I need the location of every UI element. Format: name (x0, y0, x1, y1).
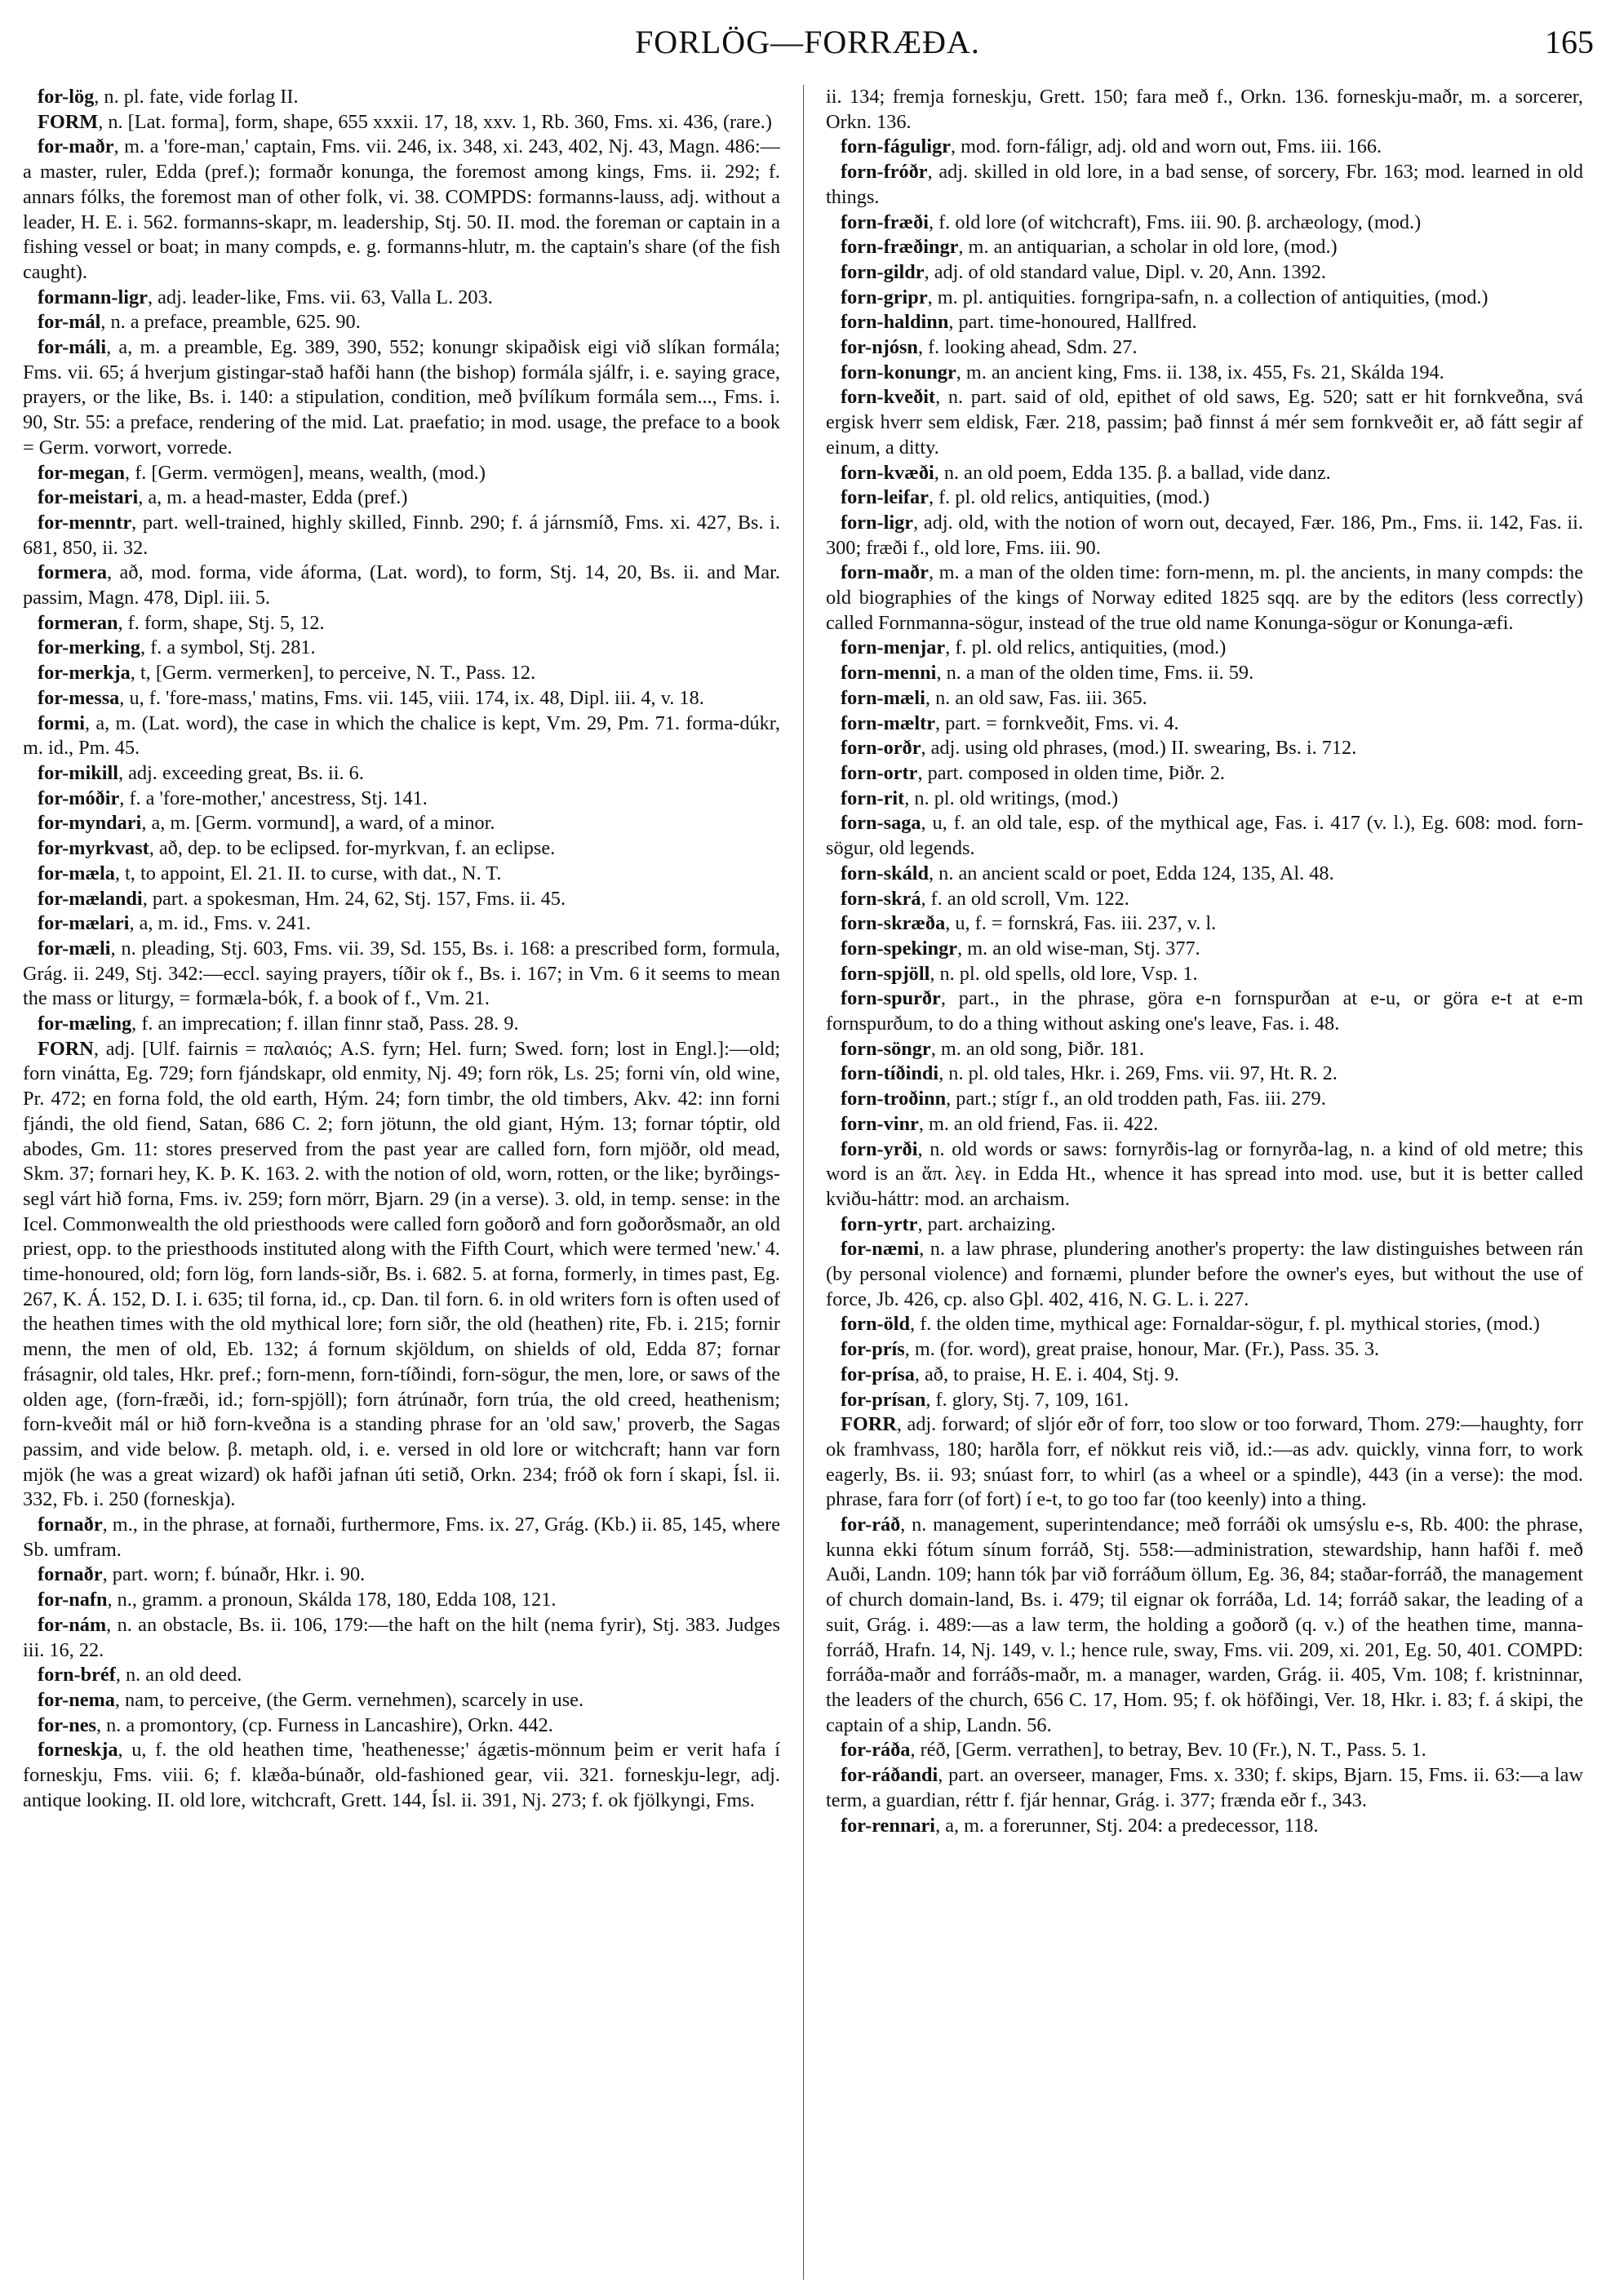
headword: for-nafn (38, 1589, 108, 1611)
dictionary-entry (826, 1087, 1583, 1112)
entry-text: , n. an ancient scald or poet, Edda 124, 135, Al. 48. (929, 862, 1334, 884)
entry-text: , f. an imprecation; f. illan finnr stað, Pass. 28. 9. (131, 1013, 519, 1035)
headword: for-merkja (38, 662, 131, 685)
entry-text: , f. an old scroll, Vm. 122. (921, 887, 1129, 910)
headword: for-mælandi (38, 887, 143, 910)
entry-text: , n. an old deed. (115, 1664, 242, 1687)
headword: forneskja (38, 1739, 118, 1762)
dictionary-entry (23, 1613, 780, 1663)
headword: formann-ligr (38, 286, 148, 308)
headword: for-prís (841, 1338, 905, 1361)
entry-text: , part. archaizing. (917, 1212, 1056, 1235)
dictionary-entry (23, 661, 780, 686)
dictionary-entry (23, 561, 780, 610)
dictionary-entry (826, 1363, 1583, 1388)
dictionary-entry (23, 911, 780, 937)
entry-text: , n. a preface, preamble, 625. 90. (100, 311, 361, 334)
entry-text: , m. an old wise-man, Stj. 377. (957, 937, 1200, 960)
dictionary-entry (826, 986, 1583, 1036)
headword: forn-konungr (841, 361, 956, 383)
dictionary-entry (23, 862, 780, 887)
dictionary-entry (23, 836, 780, 862)
headword: forn-gripr (841, 286, 928, 308)
running-header: FORLÖG—FORRÆÐA. (635, 24, 980, 60)
entry-text: , að, dep. to be eclipsed. for-myrkvan, f. an eclipse. (149, 837, 556, 860)
entry-text: , f. the olden time, mythical age: Fornaldar-sögur, f. pl. mythical stories, (mod.) (910, 1313, 1540, 1336)
headword: for-njósn (841, 336, 918, 359)
headword: forn-spekingr (841, 937, 958, 960)
headword: for-ráð (841, 1514, 901, 1536)
headword: FORN (38, 1037, 94, 1060)
headword: forn-ligr (841, 511, 914, 534)
entry-text: , f. glory, Stj. 7, 109, 161. (925, 1388, 1129, 1411)
dictionary-entry (23, 1562, 780, 1588)
dictionary-entry (826, 511, 1583, 561)
headword: forn-maðr (841, 561, 929, 584)
entry-text: , nam, to perceive, (the Germ. vernehmen), scarcely in use. (114, 1689, 584, 1711)
dictionary-entry (826, 135, 1583, 160)
headword: for-mæling (38, 1013, 132, 1035)
entry-text: , part. well-trained, highly skilled, Finnb. 290; f. á járnsmíð, Fms. xi. 427, Bs. i. 681, 850, ii. 32. (23, 511, 780, 559)
headword: forn-yrtr (841, 1212, 918, 1235)
headword: fornaðr (38, 1563, 103, 1586)
entry-text: , m. (for. word), great praise, honour, Mar. (Fr.), Pass. 35. 3. (904, 1338, 1380, 1361)
headword: for-prísa (841, 1363, 915, 1385)
entry-text: , f. old lore (of witchcraft), Fms. iii. 90. β. archæology, (mod.) (928, 211, 1422, 233)
entry-text: , part.; stígr f., an old trodden path, Fas. iii. 279. (946, 1088, 1326, 1110)
entry-text: , n. an old poem, Edda 135. β. a ballad, vide danz. (934, 461, 1331, 484)
entry-text: , n. a man of the olden time, Fms. ii. 59. (936, 662, 1254, 685)
headword: forn-menjar (841, 636, 946, 659)
entry-text: , að, to praise, H. E. i. 404, Stj. 9. (914, 1363, 1179, 1385)
headword: fornaðr (38, 1514, 103, 1536)
dictionary-entry (826, 911, 1583, 937)
dictionary-entry (826, 1112, 1583, 1137)
entry-text: , adj. leader-like, Fms. vii. 63, Valla L. 203. (147, 286, 493, 308)
entry-text: , u, f. an old tale, esp. of the mythical age, Fas. i. 417 (v. l.), Eg. 608: mod. forn-sögur, old legends. (826, 812, 1583, 860)
headword: for-merking (38, 636, 140, 659)
dictionary-entry (826, 361, 1583, 386)
dictionary-entry (23, 110, 780, 135)
entry-text: , m. an antiquarian, a scholar in old lore, (mod.) (958, 236, 1338, 259)
dictionary-entry (826, 1212, 1583, 1238)
dictionary-entry (826, 887, 1583, 912)
dictionary-entry (23, 1688, 780, 1713)
entry-text: , n. a promontory, (cp. Furness in Lancashire), Orkn. 442. (95, 1713, 553, 1736)
dictionary-entry (826, 485, 1583, 511)
entry-text: , n. pl. fate, vide forlag II. (94, 86, 299, 108)
headword: forn-söngr (841, 1037, 931, 1060)
dictionary-entry (826, 811, 1583, 861)
entry-text: , t, [Germ. vermerken], to perceive, N. T., Pass. 12. (130, 662, 536, 685)
headword: for-myrkvast (38, 837, 149, 860)
entry-text: , a, m. a preamble, Eg. 389, 390, 552; konungr skipaðisk eigi við slíkan formála; Fms. vii. 65; á hverjum gistingar-stað hafði hann (the bishop) formála sjálfr, i. e. saying grace, prayers, or the like, Bs. i. 140: a stipulation, condition, með þvílíkum formála sem..., Fms. i. 90, Str. 55: a preface, rendering of the mid. Lat. praefatio; in mod. usage, the preface to a book = Germ. vorwort, vorrede. (23, 336, 780, 459)
dictionary-entry (23, 887, 780, 912)
entry-text: , f. [Germ. vermögen], means, wealth, (mod.) (125, 461, 486, 484)
headword: forn-gildr (841, 260, 925, 283)
dictionary-entry (826, 661, 1583, 686)
headword: forn-spurðr (841, 987, 941, 1010)
headword: for-mæla (38, 862, 115, 884)
headword: for-meistari (38, 486, 139, 509)
entry-text: , n. an old saw, Fas. iii. 365. (925, 686, 1147, 709)
dictionary-entry (23, 1513, 780, 1562)
entry-text: , m. a man of the olden time: forn-menn, m. pl. the ancients, in many compds: the old biographies of the kings of Norway edited 1825 sqq. are by the editors (less correctly) called Fornmanna-sögur, instead of the true old name Konunga-sögur or Konunga-æfi. (826, 561, 1583, 634)
dictionary-entry (826, 85, 1583, 135)
entry-text: , m. pl. antiquities. forngripa-safn, n. a collection of antiquities, (mod.) (927, 286, 1489, 308)
dictionary-entry (23, 485, 780, 511)
entry-text: , adj. of old standard value, Dipl. v. 20, Ann. 1392. (924, 260, 1326, 283)
dictionary-entry (23, 1012, 780, 1037)
headword: for-móðir (38, 787, 120, 809)
entry-text: , f. pl. old relics, antiquities, (mod.) (945, 636, 1227, 659)
dictionary-entry (23, 711, 780, 761)
headword: forn-bréf (38, 1664, 116, 1687)
dictionary-entry (826, 787, 1583, 812)
entry-text: , part., in the phrase, göra e-n fornspurðan at e-u, or göra e-t at e-m fornspurðum, to do a thing without asking one's leave, Fas. i. 48. (826, 987, 1583, 1035)
headword: forn-haldinn (841, 311, 949, 334)
headword: for-ráðandi (841, 1764, 938, 1787)
entry-text: , n. pl. old spells, old lore, Vsp. 1. (930, 962, 1198, 985)
entry-text: , f. a symbol, Stj. 281. (140, 636, 316, 659)
headword: forn-mæltr (841, 711, 936, 734)
entry-text: , n. a law phrase, plundering another's property: the law distinguishes between rán (by personal violence) and fornæmi, plunder before the owner's eyes, but without the use of force, Jb. 426, cp. also Gþl. 402, 416, N. G. L. i. 227. (826, 1238, 1583, 1310)
entry-text: , n. management, superintendance; með forráði ok umsýslu e-s, Rb. 400: the phrase, kunna ekki fótum sínum forráð, Stj. 558:—administration, stewardship, hann hafði f. með Auði, Landn. 109; hann tók þar við forráðum öllum, Eg. 36, 84; staðar-forráð, the management of church domain-land, Bs. i. 479; til eignar ok forráða, Ld. 14; forráð sakar, the leading of a suit, Grág. i. 489:—as a law term, the holding a goðorð (q. v.) of the heathen time, manna-forráð, Hrafn. 14, Nj. 149, v. l.; hence rule, sway, Fms. vii. 209, xi. 201, Eg. 50, 401. COMPD: forráða-maðr and forráðs-maðr, m. a manager, warden, Grág. ii. 405, Vm. 108; f. kristninnar, the leaders of the church, 656 C. 17, Hom. 95; f. ok höfðingi, Ver. 18, Hkr. i. 83; f. á skipi, the captain of a ship, Landn. 56. (826, 1514, 1583, 1736)
headword: FORR (841, 1413, 897, 1436)
headword: forn-spjöll (841, 962, 930, 985)
headword: for-máli (38, 336, 107, 359)
dictionary-entry (826, 160, 1583, 210)
dictionary-entry (826, 711, 1583, 737)
headword: forn-rit (841, 787, 905, 809)
entry-text: , adj. skilled in old lore, in a bad sense, of sorcery, Fbr. 163; mod. learned in old things. (826, 161, 1583, 208)
entry-text: , m. an old friend, Fas. ii. 422. (918, 1112, 1159, 1135)
headword: forn-yrði (841, 1137, 918, 1160)
headword: formeran (38, 611, 118, 634)
entry-text: , n. old words or saws: fornyrðis-lag or fornyrða-lag, n. a kind of old metre; this word is an ἅπ. λεγ. in Edda Ht., whence it has spread into mod. use, but it is better called kviðu-háttr: mod. an archaism. (826, 1137, 1583, 1210)
headword: for-lög (38, 86, 95, 108)
headword: for-mál (38, 311, 101, 334)
dictionary-entry (23, 1738, 780, 1813)
headword: formi (38, 711, 86, 734)
entry-text: , u, f. the old heathen time, 'heathenesse;' ágætis-mönnum þeim er verit hafa í forneskju, Fms. viii. 6; f. klæða-búnaðr, old-fashioned gear, vii. 321. forneskju-legr, adj. antique looking. II. old lore, witchcraft, Grett. 144, Ísl. ii. 391, Nj. 273; f. ok fjölkyngi, Fms. (23, 1739, 780, 1811)
dictionary-entry (23, 85, 780, 110)
dictionary-entry (826, 1513, 1583, 1738)
entry-text: , réð, [Germ. verrathen], to betray, Bev. 10 (Fr.), N. T., Pass. 5. 1. (910, 1739, 1426, 1762)
headword: forn-skræða (841, 912, 946, 935)
entry-text: , n., gramm. a pronoun, Skálda 178, 180, Edda 108, 121. (107, 1589, 557, 1611)
dictionary-entry (23, 335, 780, 461)
dictionary-entry (826, 761, 1583, 787)
headword: forn-troðinn (841, 1088, 947, 1110)
dictionary-entry (826, 862, 1583, 887)
entry-text: , m. a 'fore-man,' captain, Fms. vii. 246, ix. 348, xi. 243, 402, Nj. 43, Magn. 486:—a master, ruler, Edda (pref.); formaðr konunga, the foremost among kings, Fms. ii. 292; f. annars fólks, the foremost man of other folk, vi. 38. COMPDS: formanns-lauss, adj. without a leader, H. E. i. 562. formanns-skapr, m. leadership, Stj. 50. II. mod. the foreman or captain in a fishing vessel or boat; in many compds, e. g. formanns-hlutr, m. the captain's share (of the fish caught). (23, 135, 780, 283)
entry-text: , n. pl. old tales, Hkr. i. 269, Fms. vii. 97, Ht. R. 2. (938, 1062, 1338, 1085)
dictionary-entry (23, 135, 780, 285)
dictionary-entry (23, 461, 780, 486)
dictionary-entry (23, 511, 780, 561)
headword: forn-skrá (841, 887, 921, 910)
headword: for-nám (38, 1613, 107, 1636)
entry-text: , adj. old, with the notion of worn out, decayed, Fær. 186, Pm., Fms. ii. 142, Fas. ii. 300; fræði f., old lore, Fms. iii. 90. (826, 511, 1583, 559)
headword: for-megan (38, 461, 126, 484)
dictionary-entry (826, 937, 1583, 962)
entry-text: , m. an old song, Þiðr. 181. (930, 1037, 1144, 1060)
entry-text: , f. looking ahead, Sdm. 27. (917, 336, 1138, 359)
headword: forn-fróðr (841, 161, 928, 184)
dictionary-entry (23, 1663, 780, 1688)
entry-text: , f. a 'fore-mother,' ancestress, Stj. 141. (119, 787, 428, 809)
headword: for-ráða (841, 1739, 911, 1762)
headword: FORM (38, 110, 99, 133)
entry-text: , part. time-honoured, Hallfred. (948, 311, 1197, 334)
dictionary-entry (826, 385, 1583, 460)
dictionary-entry (826, 286, 1583, 311)
dictionary-entry (826, 1237, 1583, 1312)
dictionary-entry (23, 310, 780, 335)
headword: forn-fræðingr (841, 236, 959, 259)
entry-text: , a, m. a forerunner, Stj. 204: a predecessor, 118. (935, 1814, 1319, 1837)
entry-text: , a, m. id., Fms. v. 241. (129, 912, 311, 935)
headword: forn-skáld (841, 862, 930, 884)
dictionary-entry (23, 1588, 780, 1613)
headword: formera (38, 561, 107, 584)
headword: forn-kvæði (841, 461, 934, 484)
dictionary-entry (826, 561, 1583, 636)
dictionary-entry (826, 736, 1583, 761)
entry-text: , adj. exceeding great, Bs. ii. 6. (118, 761, 364, 784)
dictionary-entry (826, 235, 1583, 260)
entry-text: , t, to appoint, El. 21. II. to curse, with dat., N. T. (114, 862, 502, 884)
headword: forn-öld (841, 1313, 911, 1336)
headword: forn-tíðindi (841, 1062, 939, 1085)
entry-text: , n. pleading, Stj. 603, Fms. vii. 39, Sd. 155, Bs. i. 168: a prescribed form, formula, Grág. ii. 249, Stj. 342:—eccl. saying prayers, tíðir ok f., Bs. i. 167; in Vm. 6 it seems to mean the mass or liturgy, = formæla-bók, f. a book of f., Vm. 21. (23, 937, 780, 1010)
dictionary-entry (826, 1388, 1583, 1413)
headword: for-mikill (38, 761, 118, 784)
headword: for-myndari (38, 812, 142, 835)
dictionary-entry (826, 686, 1583, 711)
dictionary-entry (826, 1337, 1583, 1363)
dictionary-entry (826, 260, 1583, 286)
dictionary-entry (826, 310, 1583, 335)
dictionary-entry (23, 636, 780, 661)
entry-text: , að, mod. forma, vide áforma, (Lat. word), to form, Stj. 14, 20, Bs. ii. and Mar. passim, Magn. 478, Dipl. iii. 5. (23, 561, 780, 609)
entry-text: , part. worn; f. búnaðr, Hkr. i. 90. (102, 1563, 366, 1586)
headword: forn-saga (841, 812, 921, 835)
headword: forn-menni (841, 662, 937, 685)
left-column (23, 85, 780, 2272)
dictionary-entry (826, 962, 1583, 987)
entry-text: , n. [Lat. forma], form, shape, 655 xxxii. 17, 18, xxv. 1, Rb. 360, Fms. xi. 436, (rare.) (98, 110, 772, 133)
dictionary-entry (826, 1312, 1583, 1337)
headword: forn-ortr (841, 761, 918, 784)
dictionary-entry (23, 686, 780, 711)
entry-text: , a, m. (Lat. word), the case in which the chalice is kept, Vm. 29, Pm. 71. forma-dúkr, m. id., Pm. 45. (23, 711, 780, 760)
entry-text: , n. pl. old writings, (mod.) (904, 787, 1119, 809)
dictionary-entry (826, 1037, 1583, 1062)
headword: forn-orðr (841, 737, 921, 760)
headword: forn-leifar (841, 486, 929, 509)
headword: for-mælari (38, 912, 130, 935)
dictionary-entry (23, 1037, 780, 1513)
entry-text: , adj. using old phrases, (mod.) II. swearing, Bs. i. 712. (921, 737, 1357, 760)
headword: forn-mæli (841, 686, 925, 709)
headword: for-menntr (38, 511, 132, 534)
dictionary-entry (23, 1713, 780, 1739)
headword: for-prísan (841, 1388, 926, 1411)
entry-text: , a, m. [Germ. vormund], a ward, of a minor. (141, 812, 495, 835)
headword: for-næmi (841, 1238, 920, 1261)
dictionary-entry (23, 286, 780, 311)
entry-text: , f. form, shape, Stj. 5, 12. (118, 611, 325, 634)
dictionary-entry (23, 761, 780, 787)
entry-text: , part. an overseer, manager, Fms. x. 330; f. skips, Bjarn. 15, Fms. ii. 63:—a law term, a guardian, réttr f. fjár hennar, Grág. i. 377; frænda eðr f., 343. (826, 1764, 1583, 1811)
headword: for-mæli (38, 937, 111, 960)
entry-text: ii. 134; fremja forneskju, Grett. 150; fara með f., Orkn. 136. forneskju-maðr, m. a sorcerer, Orkn. 136. (826, 86, 1583, 133)
dictionary-entry (826, 461, 1583, 486)
right-column (826, 85, 1583, 2272)
entry-text: , adj. [Ulf. fairnis = παλαιός; A.S. fyrn; Hel. furn; Swed. forn; lost in Engl.]:—old; forn vinátta, Eg. 729; forn fjándskapr, old enmity, Nj. 49; forn rök, Ls. 25; forni vín, old wine, Pr. 472; en forna fold, the old earth, Hým. 24; forn timbr, the old timbers, Akv. 42: inn forni fjándi, the old fiend, Satan, 686 C. 2; forn jötunn, the old giant, Hým. 13; fornar tóptir, old abodes, Gm. 11: stores preserved from the past year are called forn, forn mjöðr, old mead, Skm. 37; fornari hey, K. Þ. K. 163. 2. with the notion of old, worn, rotten, or the like; byrðings-segl várt hið forna, Fms. iv. 259; forn mörr, Bjarn. 29 (in a verse). 3. old, in temp. sense: in the Icel. Commonwealth the old priesthoods were called forn goðorð and forn goðorðsmaðr, an old priest, opp. to the priesthoods instituted along with the Fifth Court, which were termed 'new.' 4. time-honoured, old; forn lög, forn lands-siðr, Bs. i. 682. 5. at forna, formerly, in times past, Eg. 267, K. Á. 152, D. I. i. 635; til forna, id., cp. Dan. til forn. 6. in old writers forn is often used of the heathen times with the old mythical lore; forn siðr, the old (heathen) rite, Fb. i. 215; fornir menn, the men of old, Eb. 132; á fornum skjöldum, on shields of old, Edda 87; fornar frásagnir, old tales, Hkr. pref.; forn-menn, forn-tíðindi, forn-sögur, the men, lore, or saws of the olden age, (forn-fræði, id.; forn-spjöll); forn átrúnaðr, forn trúa, the old creed, heathenism; forn-kveðit mál or hið forn-kveðna is a standing phrase for an 'old saw,' proverb, the Sagas passim, and vide below. β. metaph. old, i. e. versed in old lore or witchcraft; hann var forn mjök (he was a great wizard) ok hafði jafnan úti setið, Orkn. 234; fróð ok forn í skapi, Ísl. ii. 332, Fb. i. 250 (forneskja). (23, 1037, 780, 1511)
entry-text: , m. an ancient king, Fms. ii. 138, ix. 455, Fs. 21, Skálda 194. (956, 361, 1444, 383)
page-number: 165 (1545, 24, 1594, 60)
column-divider (803, 85, 804, 2280)
entry-text: , m., in the phrase, at fornaði, furthermore, Fms. ix. 27, Grág. (Kb.) ii. 85, 145, where Sb. umfram. (23, 1514, 780, 1561)
entry-text: , n. part. said of old, epithet of old saws, Eg. 520; satt er hit fornkveðna, svá ergisk hverr sem eldisk, Fær. 218, passim; það finnst á mér sem fornkveðit er, að fátt segir af einum, a ditty. (826, 386, 1583, 459)
headword: forn-vinr (841, 1112, 919, 1135)
entry-text: , part. = fornkveðit, Fms. vi. 4. (935, 711, 1179, 734)
dictionary-entry (826, 1137, 1583, 1212)
dictionary-entry (23, 787, 780, 812)
entry-text: , n. an obstacle, Bs. ii. 106, 179:—the haft on the hilt (nema fyrir), Stj. 383. Judges iii. 16, 22. (23, 1613, 780, 1661)
entry-text: , f. pl. old relics, antiquities, (mod.) (928, 486, 1210, 509)
entry-text: , u, f. 'fore-mass,' matins, Fms. vii. 145, viii. 174, ix. 48, Dipl. iii. 4, v. 18. (119, 686, 704, 709)
entry-text: , adj. forward; of sljór eðr of forr, too slow or too forward, Thom. 279:—haughty, forr ok framhvass, 180; harðla forr, ef nökkut reis við, id.:—as adv. quickly, vinna forr, to work eagerly, Bs. ii. 93; snúast forr, to whirl (as a wheel or a spindle), 443 (in a verse): the mod. phrase, fara forr (of fort) í e-t, to go too far (too keenly) into a thing. (826, 1413, 1583, 1511)
entry-text: , a, m. a head-master, Edda (pref.) (138, 486, 408, 509)
dictionary-entry (23, 937, 780, 1012)
dictionary-entry (23, 611, 780, 636)
dictionary-entry (23, 811, 780, 836)
headword: for-maðr (38, 135, 114, 158)
entry-text: , part. a spokesman, Hm. 24, 62, Stj. 157, Fms. ii. 45. (142, 887, 566, 910)
dictionary-entry (826, 1738, 1583, 1763)
dictionary-entry (826, 335, 1583, 361)
dictionary-entry (826, 1763, 1583, 1813)
headword: for-messa (38, 686, 120, 709)
headword: forn-fáguligr (841, 135, 951, 158)
entry-text: , u, f. = fornskrá, Fas. iii. 237, v. l. (945, 912, 1217, 935)
headword: for-nema (38, 1689, 115, 1711)
dictionary-entry (826, 1412, 1583, 1513)
dictionary-entry (826, 1062, 1583, 1087)
entry-text: , part. composed in olden time, Þiðr. 2. (917, 761, 1225, 784)
dictionary-entry (826, 211, 1583, 236)
headword: for-rennari (841, 1814, 936, 1837)
entry-text: , mod. forn-fáligr, adj. old and worn out, Fms. iii. 166. (950, 135, 1382, 158)
headword: forn-kveðit (841, 386, 936, 409)
headword: forn-fræði (841, 211, 929, 233)
dictionary-entry (826, 1814, 1583, 1839)
headword: for-nes (38, 1713, 96, 1736)
dictionary-entry (826, 636, 1583, 661)
